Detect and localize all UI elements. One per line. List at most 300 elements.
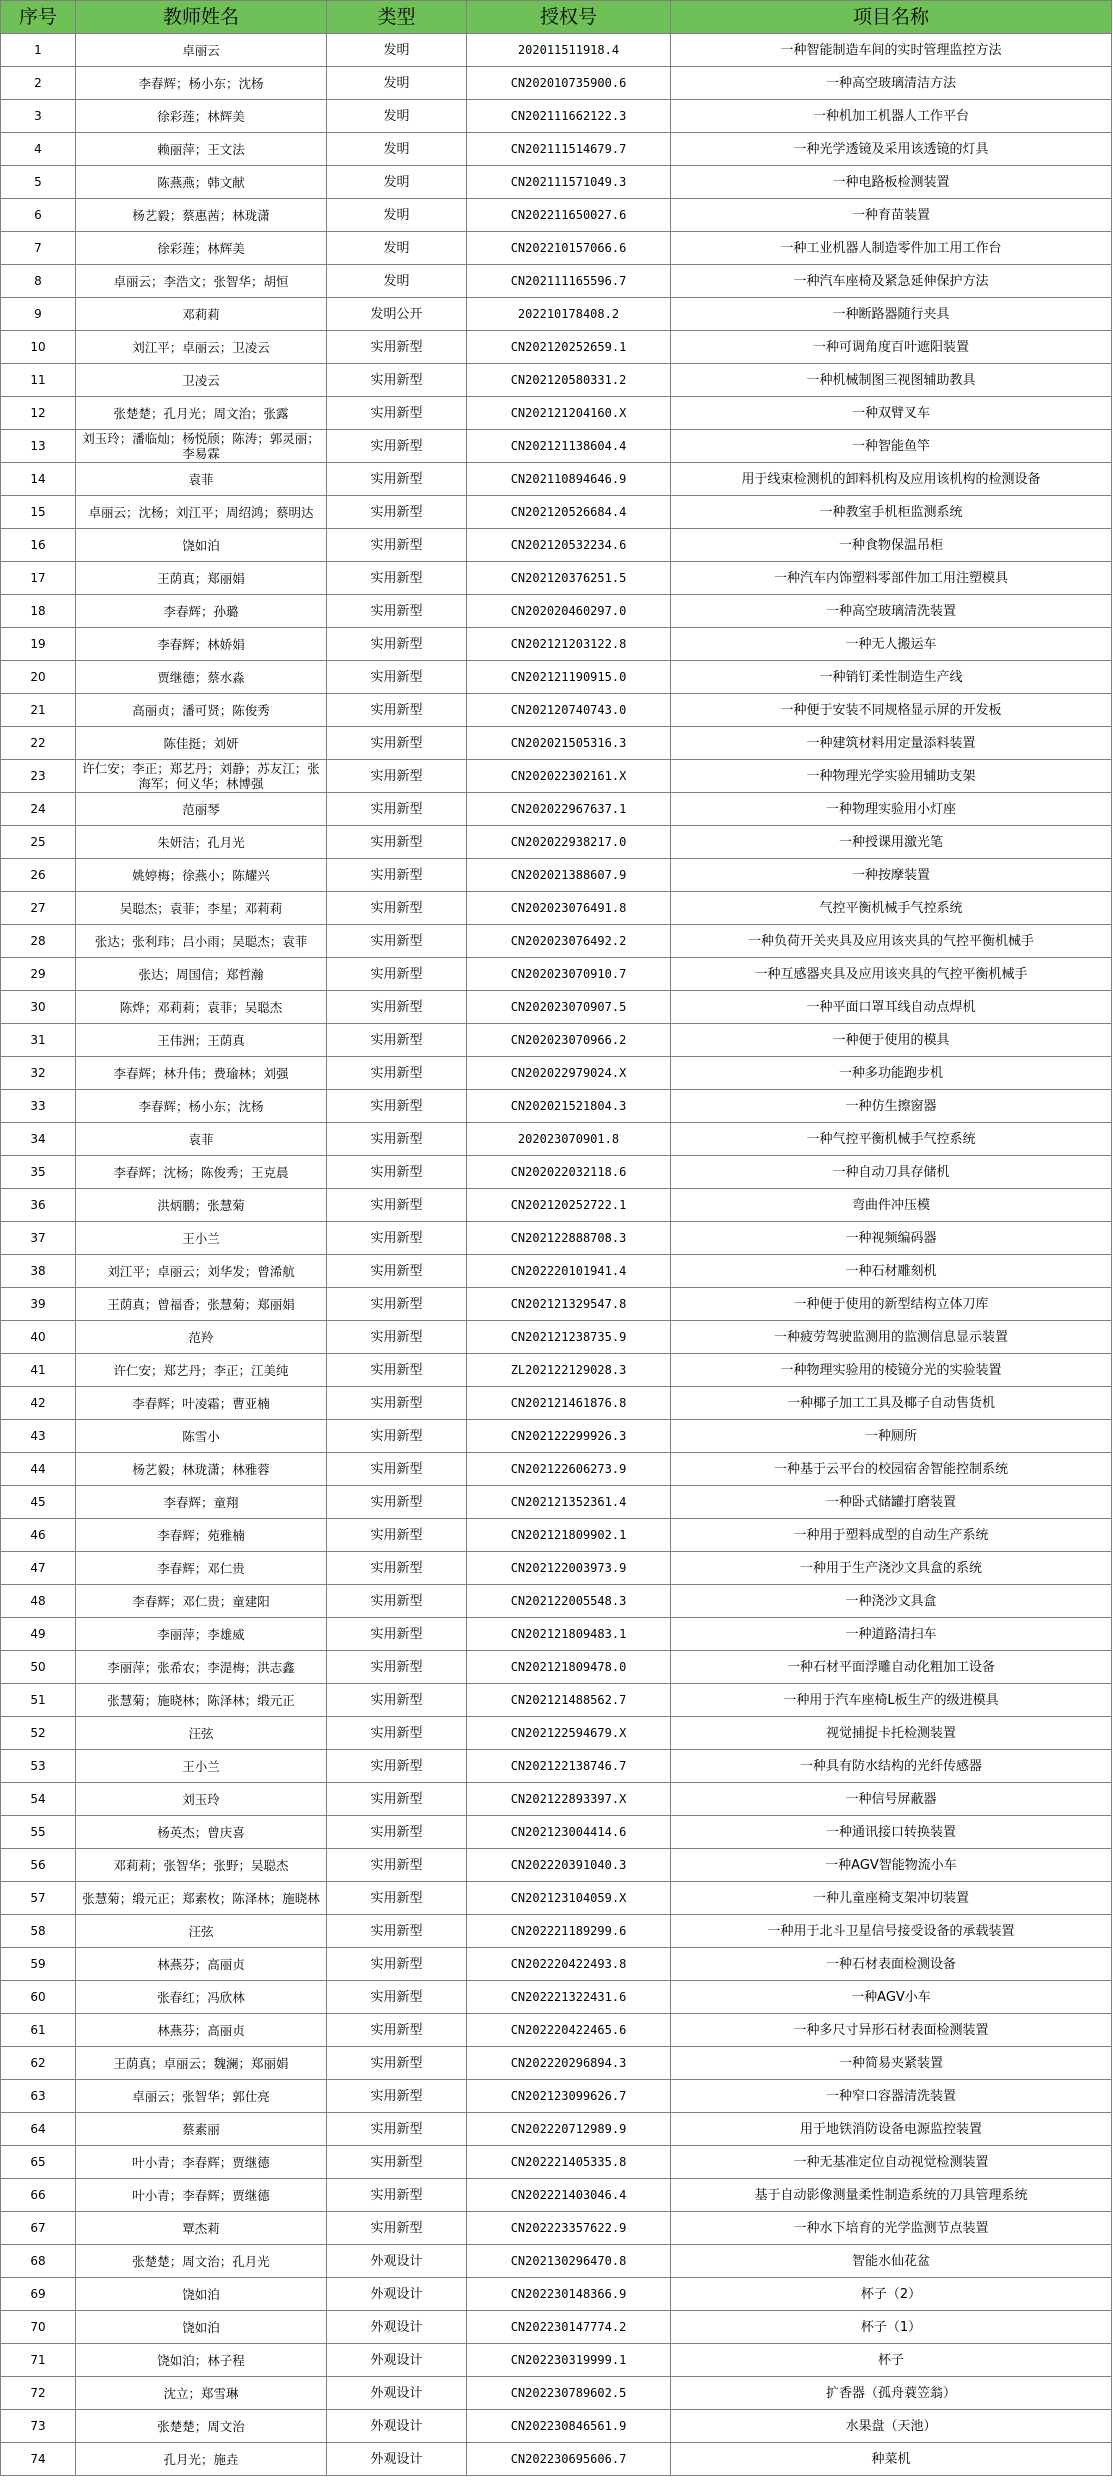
patent-number-cell: CN202023076491.8	[467, 892, 671, 925]
teacher-name-cell: 卓丽云	[76, 34, 327, 67]
row-number-cell: 59	[1, 1948, 76, 1981]
project-name-cell: 一种厕所	[671, 1420, 1112, 1453]
teacher-name-cell: 李春辉；童翔	[76, 1486, 327, 1519]
table-row	[1, 628, 1112, 661]
patent-type-cell: 实用新型	[327, 793, 467, 826]
table-row	[1, 1651, 1112, 1684]
teacher-name-cell: 贾继德；蔡水淼	[76, 661, 327, 694]
project-name-cell: 杯子（1）	[671, 2311, 1112, 2344]
patent-number-cell: CN202122606273.9	[467, 1453, 671, 1486]
patent-type-cell: 发明	[327, 232, 467, 265]
patent-number-cell: CN202220712989.9	[467, 2113, 671, 2146]
patent-type-cell: 实用新型	[327, 1750, 467, 1783]
patent-type-cell: 实用新型	[327, 1288, 467, 1321]
table-row	[1, 199, 1112, 232]
row-number-cell: 7	[1, 232, 76, 265]
patent-number-cell: CN202022032118.6	[467, 1156, 671, 1189]
patent-number-cell: CN202220101941.4	[467, 1255, 671, 1288]
row-number-cell: 42	[1, 1387, 76, 1420]
table-row	[1, 2410, 1112, 2443]
row-number-cell: 65	[1, 2146, 76, 2179]
table-row	[1, 1288, 1112, 1321]
table-row	[1, 1816, 1112, 1849]
patent-number-cell: CN202220422493.8	[467, 1948, 671, 1981]
teacher-name-cell: 王小兰	[76, 1222, 327, 1255]
table-row	[1, 892, 1112, 925]
row-number-cell: 53	[1, 1750, 76, 1783]
patent-type-cell: 实用新型	[327, 1948, 467, 1981]
table-row	[1, 727, 1112, 760]
teacher-name-cell: 刘玉玲；潘临灿；杨悦颀；陈涛；郭灵丽；李易霖	[76, 430, 327, 463]
row-number-cell: 31	[1, 1024, 76, 1057]
teacher-name-cell: 李春辉；邓仁贵	[76, 1552, 327, 1585]
patent-number-cell: CN202123004414.6	[467, 1816, 671, 1849]
table-row	[1, 34, 1112, 67]
teacher-name-cell: 杨艺毅；林珑潇；林雅蓉	[76, 1453, 327, 1486]
table-row	[1, 1948, 1112, 1981]
patent-type-cell: 实用新型	[327, 925, 467, 958]
teacher-name-cell: 王荫真；郑丽娟	[76, 562, 327, 595]
teacher-name-cell: 刘江平；卓丽云；卫凌云	[76, 331, 327, 364]
table-header	[1, 1, 1112, 34]
row-number-cell: 74	[1, 2443, 76, 2476]
teacher-name-cell: 范丽琴	[76, 793, 327, 826]
row-number-cell: 69	[1, 2278, 76, 2311]
patent-type-cell: 发明	[327, 133, 467, 166]
row-number-cell: 22	[1, 727, 76, 760]
patent-type-cell: 实用新型	[327, 496, 467, 529]
table-row	[1, 463, 1112, 496]
patent-type-cell: 实用新型	[327, 1222, 467, 1255]
teacher-name-cell: 姚婷梅；徐燕小；陈耀兴	[76, 859, 327, 892]
project-name-cell: 用于线束检测机的卸料机构及应用该机构的检测设备	[671, 463, 1112, 496]
patent-type-cell: 实用新型	[327, 826, 467, 859]
patent-number-cell: CN202123099626.7	[467, 2080, 671, 2113]
teacher-name-cell: 杨艺毅；蔡惠茜；林珑潇	[76, 199, 327, 232]
project-name-cell: 一种教室手机柜监测系统	[671, 496, 1112, 529]
project-name-cell: 一种水下培育的光学监测节点装置	[671, 2212, 1112, 2245]
table-row	[1, 1915, 1112, 1948]
patent-type-cell: 实用新型	[327, 1321, 467, 1354]
table-row	[1, 1123, 1112, 1156]
patent-type-cell: 实用新型	[327, 1519, 467, 1552]
row-number-cell: 11	[1, 364, 76, 397]
row-number-cell: 72	[1, 2377, 76, 2410]
project-name-cell: 一种自动刀具存储机	[671, 1156, 1112, 1189]
project-name-cell: 一种浇沙文具盒	[671, 1585, 1112, 1618]
patent-number-cell: CN202221322431.6	[467, 1981, 671, 2014]
patent-number-cell: CN202121190915.0	[467, 661, 671, 694]
patent-type-cell: 实用新型	[327, 1717, 467, 1750]
project-name-cell: 一种用于塑料成型的自动生产系统	[671, 1519, 1112, 1552]
project-name-cell: 一种平面口罩耳线自动点焊机	[671, 991, 1112, 1024]
project-name-cell: 一种光学透镜及采用该透镜的灯具	[671, 133, 1112, 166]
patent-type-cell: 实用新型	[327, 595, 467, 628]
row-number-cell: 39	[1, 1288, 76, 1321]
patent-number-cell: CN202221189299.6	[467, 1915, 671, 1948]
patent-type-cell: 实用新型	[327, 628, 467, 661]
patent-number-cell: CN202123104059.X	[467, 1882, 671, 1915]
table-row	[1, 661, 1112, 694]
patent-type-cell: 发明	[327, 265, 467, 298]
patent-type-cell: 实用新型	[327, 1090, 467, 1123]
project-name-cell: 一种石材雕刻机	[671, 1255, 1112, 1288]
row-number-cell: 62	[1, 2047, 76, 2080]
patent-type-cell: 实用新型	[327, 1981, 467, 2014]
table-row	[1, 595, 1112, 628]
project-name-cell: 一种便于安装不同规格显示屏的开发板	[671, 694, 1112, 727]
row-number-cell: 30	[1, 991, 76, 1024]
table-row	[1, 958, 1112, 991]
teacher-name-cell: 陈烨；邓莉莉；袁菲；吴聪杰	[76, 991, 327, 1024]
project-name-cell: 一种用于生产浇沙文具盒的系统	[671, 1552, 1112, 1585]
project-name-cell: 一种基于云平台的校园宿舍智能控制系统	[671, 1453, 1112, 1486]
row-number-cell: 40	[1, 1321, 76, 1354]
patent-type-cell: 外观设计	[327, 2278, 467, 2311]
patent-type-cell: 实用新型	[327, 2047, 467, 2080]
project-name-cell: 一种机加工机器人工作平台	[671, 100, 1112, 133]
patent-type-cell: 外观设计	[327, 2311, 467, 2344]
project-name-cell: 一种通讯接口转换装置	[671, 1816, 1112, 1849]
row-number-cell: 56	[1, 1849, 76, 1882]
row-number-cell: 51	[1, 1684, 76, 1717]
patent-type-cell: 外观设计	[327, 2443, 467, 2476]
patent-number-cell: CN202223357622.9	[467, 2212, 671, 2245]
teacher-name-cell: 汪弦	[76, 1915, 327, 1948]
patent-number-cell: CN202023070966.2	[467, 1024, 671, 1057]
patent-number-cell: CN202122005548.3	[467, 1585, 671, 1618]
project-name-cell: 一种具有防水结构的光纤传感器	[671, 1750, 1112, 1783]
patent-type-cell: 发明	[327, 67, 467, 100]
patent-number-cell: CN202023070910.7	[467, 958, 671, 991]
row-number-cell: 71	[1, 2344, 76, 2377]
row-number-cell: 2	[1, 67, 76, 100]
teacher-name-cell: 饶如泊	[76, 529, 327, 562]
teacher-name-cell: 李春辉；沈杨；陈俊秀；王克晨	[76, 1156, 327, 1189]
row-number-cell: 13	[1, 430, 76, 463]
patent-type-cell: 发明	[327, 166, 467, 199]
teacher-name-cell: 李春辉；叶凌霜；曹亚楠	[76, 1387, 327, 1420]
row-number-cell: 16	[1, 529, 76, 562]
patent-type-cell: 实用新型	[327, 1651, 467, 1684]
patent-type-cell: 实用新型	[327, 1783, 467, 1816]
row-number-cell: 58	[1, 1915, 76, 1948]
patent-type-cell: 实用新型	[327, 1915, 467, 1948]
teacher-name-cell: 李春辉；孙璐	[76, 595, 327, 628]
project-name-cell: 一种多功能跑步机	[671, 1057, 1112, 1090]
patent-type-cell: 实用新型	[327, 1486, 467, 1519]
patent-type-cell: 实用新型	[327, 1816, 467, 1849]
table-row	[1, 760, 1112, 793]
teacher-name-cell: 邓莉莉	[76, 298, 327, 331]
row-number-cell: 57	[1, 1882, 76, 1915]
teacher-name-cell: 徐彩莲；林辉美	[76, 100, 327, 133]
patent-type-cell: 实用新型	[327, 1057, 467, 1090]
row-number-cell: 24	[1, 793, 76, 826]
table-row	[1, 1717, 1112, 1750]
patent-number-cell: CN202022302161.X	[467, 760, 671, 793]
row-number-cell: 60	[1, 1981, 76, 2014]
table-row	[1, 2014, 1112, 2047]
row-number-cell: 12	[1, 397, 76, 430]
patent-type-cell: 实用新型	[327, 2179, 467, 2212]
patent-number-cell: CN202121329547.8	[467, 1288, 671, 1321]
patent-type-cell: 实用新型	[327, 463, 467, 496]
row-number-cell: 48	[1, 1585, 76, 1618]
table-row	[1, 793, 1112, 826]
row-number-cell: 28	[1, 925, 76, 958]
teacher-name-cell: 覃杰莉	[76, 2212, 327, 2245]
project-name-cell: 一种销钉柔性制造生产线	[671, 661, 1112, 694]
patent-number-cell: CN202023076492.2	[467, 925, 671, 958]
patent-number-cell: CN202122893397.X	[467, 1783, 671, 1816]
row-number-cell: 25	[1, 826, 76, 859]
patent-number-cell: CN202110894646.9	[467, 463, 671, 496]
patent-number-cell: CN202120740743.0	[467, 694, 671, 727]
teacher-name-cell: 李春辉；林娇娟	[76, 628, 327, 661]
project-name-cell: 一种便于使用的模具	[671, 1024, 1112, 1057]
patent-type-cell: 实用新型	[327, 1189, 467, 1222]
patent-number-cell: CN202120252659.1	[467, 331, 671, 364]
project-name-cell: 弯曲件冲压模	[671, 1189, 1112, 1222]
teacher-name-cell: 叶小青；李春辉；贾继德	[76, 2146, 327, 2179]
teacher-name-cell: 李春辉；杨小东；沈杨	[76, 1090, 327, 1123]
row-number-cell: 20	[1, 661, 76, 694]
patent-number-cell: CN202121809902.1	[467, 1519, 671, 1552]
teacher-name-cell: 赖丽萍；王文法	[76, 133, 327, 166]
row-number-cell: 67	[1, 2212, 76, 2245]
table-row	[1, 1189, 1112, 1222]
teacher-name-cell: 李春辉；林升伟；费瑜林；刘强	[76, 1057, 327, 1090]
patent-number-cell: CN202230789602.5	[467, 2377, 671, 2410]
row-number-cell: 17	[1, 562, 76, 595]
row-number-cell: 73	[1, 2410, 76, 2443]
patent-number-cell: CN202211650027.6	[467, 199, 671, 232]
teacher-name-cell: 范羚	[76, 1321, 327, 1354]
patent-type-cell: 实用新型	[327, 331, 467, 364]
table-row	[1, 2443, 1112, 2476]
row-number-cell: 61	[1, 2014, 76, 2047]
patent-number-cell: 202210178408.2	[467, 298, 671, 331]
patent-number-cell: CN202010735900.6	[467, 67, 671, 100]
patent-number-cell: CN202121138604.4	[467, 430, 671, 463]
project-name-cell: 扩香器（孤舟蓑笠翁）	[671, 2377, 1112, 2410]
project-name-cell: 一种简易夹紧装置	[671, 2047, 1112, 2080]
project-name-cell: 一种信号屏蔽器	[671, 1783, 1112, 1816]
patent-number-cell: CN202022979024.X	[467, 1057, 671, 1090]
table-row	[1, 1321, 1112, 1354]
teacher-name-cell: 袁菲	[76, 1123, 327, 1156]
project-name-cell: 一种机械制图三视图辅助教具	[671, 364, 1112, 397]
teacher-name-cell: 王荫真；卓丽云；魏澜；郑丽娟	[76, 2047, 327, 2080]
row-number-cell: 43	[1, 1420, 76, 1453]
project-name-cell: 一种高空玻璃清洁方法	[671, 67, 1112, 100]
row-number-cell: 21	[1, 694, 76, 727]
table-row	[1, 2377, 1112, 2410]
patent-type-cell: 实用新型	[327, 2014, 467, 2047]
project-name-cell: 一种无基准定位自动视觉检测装置	[671, 2146, 1112, 2179]
patent-type-cell: 实用新型	[327, 430, 467, 463]
table-row	[1, 1354, 1112, 1387]
table-row	[1, 67, 1112, 100]
patent-type-cell: 实用新型	[327, 991, 467, 1024]
project-name-cell: 一种可调角度百叶遮阳装置	[671, 331, 1112, 364]
patent-number-cell: CN202021505316.3	[467, 727, 671, 760]
teacher-name-cell: 蔡素丽	[76, 2113, 327, 2146]
header-project-name: 项目名称	[671, 1, 1112, 34]
patent-type-cell: 发明	[327, 34, 467, 67]
patent-type-cell: 实用新型	[327, 694, 467, 727]
project-name-cell: 一种物理实验用的棱镜分光的实验装置	[671, 1354, 1112, 1387]
row-number-cell: 35	[1, 1156, 76, 1189]
teacher-name-cell: 陈雪小	[76, 1420, 327, 1453]
table-row	[1, 562, 1112, 595]
project-name-cell: 一种电路板检测装置	[671, 166, 1112, 199]
patent-number-cell: CN202121809483.1	[467, 1618, 671, 1651]
patent-number-cell: CN202230695606.7	[467, 2443, 671, 2476]
project-name-cell: 一种育苗装置	[671, 199, 1112, 232]
table-row	[1, 1684, 1112, 1717]
header-patent-number: 授权号	[467, 1, 671, 34]
project-name-cell: 一种负荷开关夹具及应用该夹具的气控平衡机械手	[671, 925, 1112, 958]
patent-number-cell: CN202021521804.3	[467, 1090, 671, 1123]
teacher-name-cell: 徐彩莲；林辉美	[76, 232, 327, 265]
patent-number-cell: 202023070901.8	[467, 1123, 671, 1156]
teacher-name-cell: 林燕芬；高丽贞	[76, 1948, 327, 1981]
teacher-name-cell: 杨英杰；曾庆喜	[76, 1816, 327, 1849]
row-number-cell: 45	[1, 1486, 76, 1519]
patent-type-cell: 实用新型	[327, 2146, 467, 2179]
project-name-cell: 智能水仙花盆	[671, 2245, 1112, 2278]
table-row	[1, 430, 1112, 463]
header-teacher: 教师姓名	[76, 1, 327, 34]
teacher-name-cell: 朱妍洁；孔月光	[76, 826, 327, 859]
row-number-cell: 63	[1, 2080, 76, 2113]
patent-number-cell: CN202121352361.4	[467, 1486, 671, 1519]
patent-number-cell: CN202122138746.7	[467, 1750, 671, 1783]
table-row	[1, 1585, 1112, 1618]
project-name-cell: 一种食物保温吊柜	[671, 529, 1112, 562]
project-name-cell: 水果盘（天池）	[671, 2410, 1112, 2443]
patent-number-cell: CN202111662122.3	[467, 100, 671, 133]
project-name-cell: 一种物理光学实验用辅助支架	[671, 760, 1112, 793]
patent-number-cell: CN202111165596.7	[467, 265, 671, 298]
project-name-cell: 一种建筑材料用定量添料装置	[671, 727, 1112, 760]
patent-type-cell: 实用新型	[327, 1453, 467, 1486]
table-row	[1, 991, 1112, 1024]
table-row	[1, 1552, 1112, 1585]
patent-type-cell: 外观设计	[327, 2377, 467, 2410]
project-name-cell: 一种用于汽车座椅L板生产的级进模具	[671, 1684, 1112, 1717]
patent-type-cell: 实用新型	[327, 892, 467, 925]
patent-number-cell: CN202120376251.5	[467, 562, 671, 595]
patent-number-cell: CN202210157066.6	[467, 232, 671, 265]
row-number-cell: 68	[1, 2245, 76, 2278]
row-number-cell: 18	[1, 595, 76, 628]
table-row	[1, 232, 1112, 265]
table-row	[1, 2278, 1112, 2311]
table-row	[1, 1618, 1112, 1651]
teacher-name-cell: 李春辉；邓仁贵；童建阳	[76, 1585, 327, 1618]
project-name-cell: 一种用于北斗卫星信号接受设备的承载装置	[671, 1915, 1112, 1948]
row-number-cell: 27	[1, 892, 76, 925]
table-row	[1, 364, 1112, 397]
table-row	[1, 166, 1112, 199]
patent-number-cell: ZL202122129028.3	[467, 1354, 671, 1387]
table-row	[1, 1255, 1112, 1288]
project-name-cell: 一种道路清扫车	[671, 1618, 1112, 1651]
row-number-cell: 38	[1, 1255, 76, 1288]
table-row	[1, 298, 1112, 331]
project-name-cell: 一种汽车内饰塑料零部件加工用注塑模具	[671, 562, 1112, 595]
row-number-cell: 36	[1, 1189, 76, 1222]
table-row	[1, 2245, 1112, 2278]
table-body	[1, 34, 1112, 2476]
table-row	[1, 859, 1112, 892]
teacher-name-cell: 王荫真；曾福香；张慧菊；郑丽娟	[76, 1288, 327, 1321]
row-number-cell: 29	[1, 958, 76, 991]
teacher-name-cell: 饶如泊	[76, 2278, 327, 2311]
teacher-name-cell: 邓莉莉；张智华；张野；吴聪杰	[76, 1849, 327, 1882]
patent-number-cell: CN202120526684.4	[467, 496, 671, 529]
teacher-name-cell: 王伟洲；王荫真	[76, 1024, 327, 1057]
table-row	[1, 265, 1112, 298]
teacher-name-cell: 李春辉；杨小东；沈杨	[76, 67, 327, 100]
project-name-cell: 种菜机	[671, 2443, 1112, 2476]
patent-number-cell: CN202021388607.9	[467, 859, 671, 892]
row-number-cell: 5	[1, 166, 76, 199]
teacher-name-cell: 张达；张利玮；吕小雨；吴聪杰；袁菲	[76, 925, 327, 958]
table-row	[1, 1750, 1112, 1783]
project-name-cell: 一种椰子加工工具及椰子自动售货机	[671, 1387, 1112, 1420]
teacher-name-cell: 刘江平；卓丽云；刘华发；曾浠航	[76, 1255, 327, 1288]
patent-type-cell: 实用新型	[327, 760, 467, 793]
project-name-cell: 一种视频编码器	[671, 1222, 1112, 1255]
teacher-name-cell: 汪弦	[76, 1717, 327, 1750]
row-number-cell: 4	[1, 133, 76, 166]
table-row	[1, 2179, 1112, 2212]
patent-number-cell: CN202230846561.9	[467, 2410, 671, 2443]
row-number-cell: 50	[1, 1651, 76, 1684]
row-number-cell: 41	[1, 1354, 76, 1387]
row-number-cell: 34	[1, 1123, 76, 1156]
project-name-cell: 基于自动影像测量柔性制造系统的刀具管理系统	[671, 2179, 1112, 2212]
patent-number-cell: CN202121809478.0	[467, 1651, 671, 1684]
header-no: 序号	[1, 1, 76, 34]
patent-type-cell: 外观设计	[327, 2410, 467, 2443]
project-name-cell: 一种多尺寸异形石材表面检测装置	[671, 2014, 1112, 2047]
teacher-name-cell: 饶如泊	[76, 2311, 327, 2344]
project-name-cell: 一种断路器随行夹具	[671, 298, 1112, 331]
table-row	[1, 529, 1112, 562]
table-row	[1, 1453, 1112, 1486]
patent-type-cell: 实用新型	[327, 1123, 467, 1156]
patent-type-cell: 实用新型	[327, 1156, 467, 1189]
patent-number-cell: CN202020460297.0	[467, 595, 671, 628]
row-number-cell: 1	[1, 34, 76, 67]
table-row	[1, 1882, 1112, 1915]
patent-number-cell: CN202220422465.6	[467, 2014, 671, 2047]
table-row	[1, 496, 1112, 529]
project-name-cell: 一种窄口容器清洗装置	[671, 2080, 1112, 2113]
patent-number-cell: CN202230148366.9	[467, 2278, 671, 2311]
table-row	[1, 2344, 1112, 2377]
patent-number-cell: CN202221403046.4	[467, 2179, 671, 2212]
teacher-name-cell: 洪炳鹏；张慧菊	[76, 1189, 327, 1222]
table-row	[1, 2047, 1112, 2080]
patent-number-cell: CN202220391040.3	[467, 1849, 671, 1882]
teacher-name-cell: 张春红；冯欣林	[76, 1981, 327, 2014]
